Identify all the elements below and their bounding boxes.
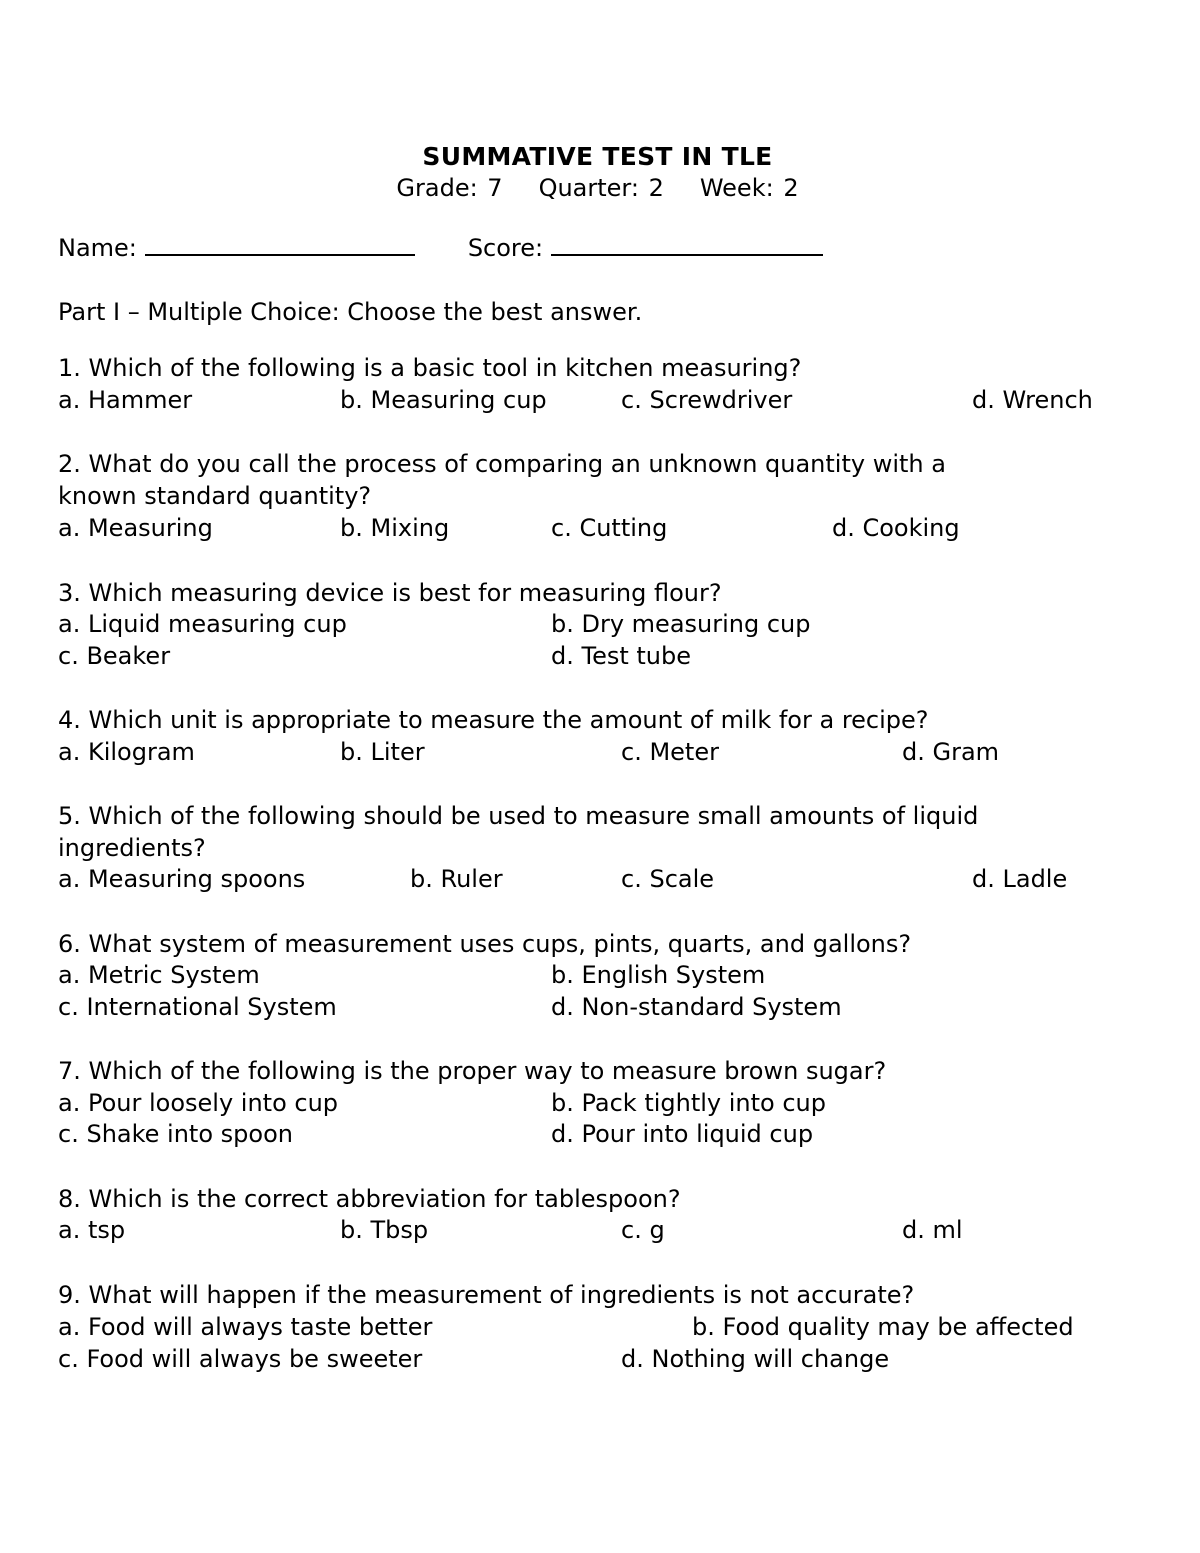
q7-option-b: b. Pack tightly into cup <box>551 1089 826 1117</box>
name-label: Name: <box>58 234 137 262</box>
q3-option-c: c. Beaker <box>58 642 171 670</box>
question-6: 6. What system of measurement uses cups, pints, quarts, and gallons? <box>58 930 912 958</box>
question-2-line-1: 2. What do you call the process of comparing an unknown quantity with a <box>58 450 946 478</box>
q9-option-a: a. Food will always taste better <box>58 1313 433 1341</box>
q5-option-a: a. Measuring spoons <box>58 865 306 893</box>
quarter-label: Quarter: 2 <box>538 174 664 202</box>
q2-option-d: d. Cooking <box>832 514 960 542</box>
q8-option-b: b. Tbsp <box>340 1216 429 1244</box>
q8-option-a: a. tsp <box>58 1216 126 1244</box>
q3-option-b: b. Dry measuring cup <box>551 610 811 638</box>
q9-option-d: d. Nothing will change <box>621 1345 890 1373</box>
q7-option-c: c. Shake into spoon <box>58 1120 293 1148</box>
score-field[interactable] <box>551 230 823 256</box>
q2-option-a: a. Measuring <box>58 514 213 542</box>
q2-option-b: b. Mixing <box>340 514 450 542</box>
q5-option-b: b. Ruler <box>410 865 503 893</box>
question-1: 1. Which of the following is a basic tool in kitchen measuring? <box>58 354 802 382</box>
grade-label: Grade: 7 <box>396 174 503 202</box>
q9-option-c: c. Food will always be sweeter <box>58 1345 423 1373</box>
q5-option-c: c. Scale <box>621 865 715 893</box>
question-5-line-2: ingredients? <box>58 834 206 862</box>
q3-option-a: a. Liquid measuring cup <box>58 610 347 638</box>
q5-option-d: d. Ladle <box>972 865 1068 893</box>
question-2-line-2: known standard quantity? <box>58 482 372 510</box>
question-3: 3. Which measuring device is best for measuring flour? <box>58 579 722 607</box>
page-title: SUMMATIVE TEST IN TLE <box>422 142 773 171</box>
q3-option-d: d. Test tube <box>551 642 692 670</box>
q1-option-a: a. Hammer <box>58 386 193 414</box>
q6-option-a: a. Metric System <box>58 961 260 989</box>
q8-option-c: c. g <box>621 1216 665 1244</box>
q6-option-c: c. International System <box>58 993 337 1021</box>
q8-option-d: d. ml <box>902 1216 963 1244</box>
q4-option-a: a. Kilogram <box>58 738 195 766</box>
question-4: 4. Which unit is appropriate to measure the amount of milk for a recipe? <box>58 706 929 734</box>
q6-option-b: b. English System <box>551 961 766 989</box>
question-8: 8. Which is the correct abbreviation for tablespoon? <box>58 1185 681 1213</box>
q7-option-a: a. Pour loosely into cup <box>58 1089 339 1117</box>
name-score-row <box>58 230 823 262</box>
q7-option-d: d. Pour into liquid cup <box>551 1120 814 1148</box>
name-field[interactable] <box>145 230 415 256</box>
instructions: Part I – Multiple Choice: Choose the best answer. <box>58 298 643 326</box>
question-5-line-1: 5. Which of the following should be used to measure small amounts of liquid <box>58 802 979 830</box>
q1-option-d: d. Wrench <box>972 386 1093 414</box>
q6-option-d: d. Non-standard System <box>551 993 842 1021</box>
q1-option-c: c. Screwdriver <box>621 386 793 414</box>
test-meta <box>0 174 1195 202</box>
q1-option-b: b. Measuring cup <box>340 386 547 414</box>
question-7: 7. Which of the following is the proper way to measure brown sugar? <box>58 1057 887 1085</box>
question-9: 9. What will happen if the measurement of ingredients is not accurate? <box>58 1281 915 1309</box>
q4-option-d: d. Gram <box>902 738 1000 766</box>
week-label: Week: 2 <box>699 174 799 202</box>
q2-option-c: c. Cutting <box>551 514 668 542</box>
q9-option-b: b. Food quality may be affected <box>692 1313 1074 1341</box>
score-label: Score: <box>467 234 544 262</box>
q4-option-c: c. Meter <box>621 738 719 766</box>
q4-option-b: b. Liter <box>340 738 425 766</box>
